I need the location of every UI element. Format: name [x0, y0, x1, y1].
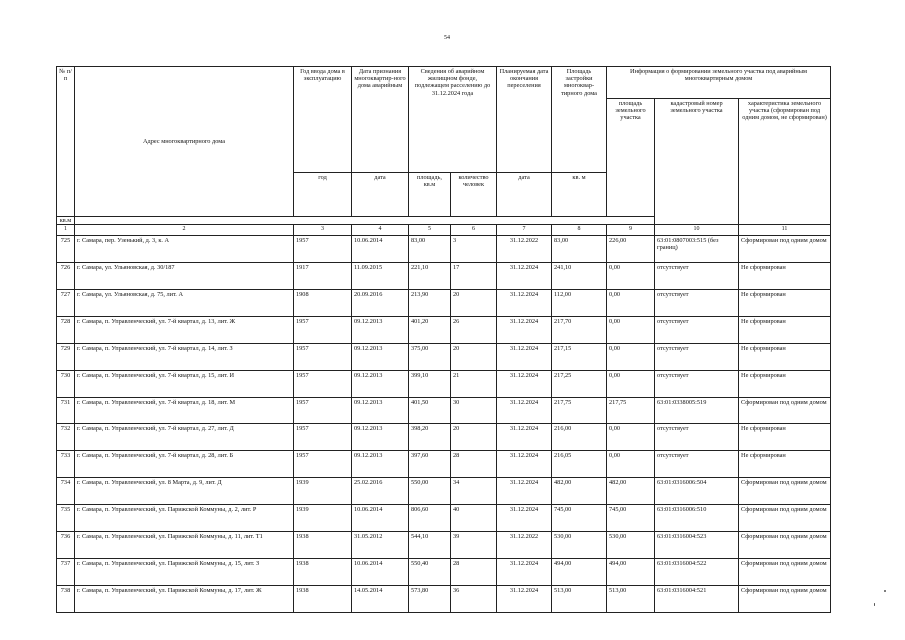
table-row: [57, 236, 831, 263]
emergency-housing-table: [56, 66, 831, 613]
row-planned-date: 31.12.2024: [497, 397, 552, 424]
row-planned-date: 31.12.2024: [497, 558, 552, 585]
row-building-area: 83,00: [552, 236, 607, 263]
row-land-area: 226,00: [607, 236, 655, 263]
row-land-area: 513,00: [607, 585, 655, 612]
row-address: г. Самара, п. Управленческий, ул. 7-й квартал, д. 18, лит. М: [75, 397, 294, 424]
row-people: 28: [451, 451, 497, 478]
row-year: 1957: [294, 316, 352, 343]
row-number: 730: [57, 370, 75, 397]
column-index: 5: [409, 225, 451, 236]
header-year: Год ввода дома в эксплуатацию: [294, 67, 352, 173]
row-area: 375,00: [409, 343, 451, 370]
row-number: 728: [57, 316, 75, 343]
table-row: [57, 263, 831, 290]
row-area: 398,20: [409, 424, 451, 451]
row-building-area: 112,00: [552, 290, 607, 317]
row-year: 1957: [294, 451, 352, 478]
row-people: 30: [451, 397, 497, 424]
row-people: 34: [451, 478, 497, 505]
row-year: 1939: [294, 478, 352, 505]
table-row: [57, 343, 831, 370]
row-address: г. Самара, ул. Ульяновская, д. 75, лит. А: [75, 290, 294, 317]
unit-sqm: кв. м: [552, 173, 607, 217]
row-area: 401,20: [409, 316, 451, 343]
column-index: 2: [75, 225, 294, 236]
scan-speck: [874, 603, 875, 606]
row-recognition-date: 14.05.2014: [352, 585, 409, 612]
table-row: [57, 370, 831, 397]
row-planned-date: 31.12.2024: [497, 316, 552, 343]
row-building-area: 217,15: [552, 343, 607, 370]
row-address: г. Самара, п. Управленческий, ул. Парижской Коммуны, д. 15, лит. З: [75, 558, 294, 585]
row-cadastral: отсутствует: [655, 343, 739, 370]
row-recognition-date: 09.12.2013: [352, 343, 409, 370]
page-number: 54: [444, 35, 450, 41]
row-planned-date: 31.12.2024: [497, 370, 552, 397]
row-year: 1957: [294, 343, 352, 370]
row-address: г. Самара, п. Управленческий, ул. Парижской Коммуны, д. 2, лит. Р: [75, 505, 294, 532]
row-planned-date: 31.12.2024: [497, 451, 552, 478]
row-people: 17: [451, 263, 497, 290]
row-recognition-date: 10.06.2014: [352, 558, 409, 585]
row-people: 28: [451, 558, 497, 585]
scan-speck: [884, 590, 886, 592]
row-cadastral: 63:01:0807003:515 (без границ): [655, 236, 739, 263]
row-land-status: Не сформирован: [739, 343, 831, 370]
row-land-status: Сформирован под одним домом: [739, 532, 831, 559]
row-land-area: 0,00: [607, 343, 655, 370]
row-address: г. Самара, п. Управленческий, ул. 7-й квартал, д. 27, лит. Д: [75, 424, 294, 451]
row-cadastral: отсутствует: [655, 263, 739, 290]
row-building-area: 745,00: [552, 505, 607, 532]
row-planned-date: 31.12.2024: [497, 263, 552, 290]
row-land-area: 0,00: [607, 290, 655, 317]
row-area: 213,90: [409, 290, 451, 317]
column-index: 4: [352, 225, 409, 236]
row-land-area: 0,00: [607, 316, 655, 343]
row-people: 26: [451, 316, 497, 343]
row-building-area: 217,25: [552, 370, 607, 397]
row-year: 1957: [294, 424, 352, 451]
row-number: 733: [57, 451, 75, 478]
row-land-status: Сформирован под одним домом: [739, 558, 831, 585]
row-land-status: Сформирован под одним домом: [739, 397, 831, 424]
column-index: 11: [739, 225, 831, 236]
row-land-area: 0,00: [607, 451, 655, 478]
row-building-area: 494,00: [552, 558, 607, 585]
row-planned-date: 31.12.2022: [497, 236, 552, 263]
row-land-status: Не сформирован: [739, 263, 831, 290]
column-index: 6: [451, 225, 497, 236]
row-land-area: 530,00: [607, 532, 655, 559]
column-index-row: [57, 225, 831, 236]
table-row: [57, 585, 831, 612]
row-address: г. Самара, ул. Ульяновская, д. 30/187: [75, 263, 294, 290]
row-year: 1957: [294, 370, 352, 397]
column-index: 10: [655, 225, 739, 236]
row-planned-date: 31.12.2024: [497, 424, 552, 451]
row-address: г. Самара, п. Управленческий, ул. Парижской Коммуны, д. 17, лит. Ж: [75, 585, 294, 612]
row-land-status: Не сформирован: [739, 290, 831, 317]
column-index: 1: [57, 225, 75, 236]
row-address: г. Самара, пер. Узенький, д. 3, к. А: [75, 236, 294, 263]
row-people: 20: [451, 343, 497, 370]
row-people: 40: [451, 505, 497, 532]
table-row: [57, 290, 831, 317]
row-recognition-date: 31.05.2012: [352, 532, 409, 559]
row-cadastral: 63:01:0316006:504: [655, 478, 739, 505]
row-land-status: Сформирован под одним домом: [739, 505, 831, 532]
row-area: 806,60: [409, 505, 451, 532]
row-year: 1957: [294, 236, 352, 263]
unit-people: количество человек: [451, 173, 497, 217]
row-recognition-date: 10.06.2014: [352, 505, 409, 532]
row-land-area: 0,00: [607, 370, 655, 397]
row-number: 732: [57, 424, 75, 451]
unit-date: дата: [352, 173, 409, 217]
column-index: 7: [497, 225, 552, 236]
unit-year: год: [294, 173, 352, 217]
row-area: 401,50: [409, 397, 451, 424]
row-land-status: Не сформирован: [739, 370, 831, 397]
unit-plan-date: дата: [497, 173, 552, 217]
row-planned-date: 31.12.2024: [497, 585, 552, 612]
table-row: [57, 558, 831, 585]
table-row: [57, 478, 831, 505]
row-land-area: 217,75: [607, 397, 655, 424]
header-cadastral: кадастровый номер земельного участка: [655, 99, 739, 225]
table-row: [57, 316, 831, 343]
table-row: [57, 505, 831, 532]
row-year: 1938: [294, 558, 352, 585]
column-index: 9: [607, 225, 655, 236]
header-no: № п/п: [57, 67, 75, 217]
row-people: 20: [451, 424, 497, 451]
header-address: Адрес многоквартирного дома: [75, 67, 294, 217]
table-row: [57, 532, 831, 559]
row-year: 1938: [294, 585, 352, 612]
header-date-recognition: Дата признания многоквартир-ного дома аварийным: [352, 67, 409, 173]
row-area: 397,60: [409, 451, 451, 478]
row-number: 734: [57, 478, 75, 505]
row-land-area: 0,00: [607, 263, 655, 290]
row-number: 735: [57, 505, 75, 532]
row-building-area: 217,70: [552, 316, 607, 343]
row-number: 738: [57, 585, 75, 612]
row-area: 399,10: [409, 370, 451, 397]
row-cadastral: отсутствует: [655, 316, 739, 343]
row-cadastral: 63:01:0316004:521: [655, 585, 739, 612]
row-people: 3: [451, 236, 497, 263]
row-number: 736: [57, 532, 75, 559]
row-building-area: 216,05: [552, 451, 607, 478]
header-building-area: Площадь застройки многоквар-тирного дома: [552, 67, 607, 173]
row-area: 544,10: [409, 532, 451, 559]
row-cadastral: отсутствует: [655, 451, 739, 478]
row-cadastral: отсутствует: [655, 290, 739, 317]
table-row: [57, 451, 831, 478]
row-building-area: 513,00: [552, 585, 607, 612]
row-land-status: Сформирован под одним домом: [739, 478, 831, 505]
header-characteristic: характеристика земельного участка (сформирован под одним домом, не сформирован): [739, 99, 831, 225]
column-index: 3: [294, 225, 352, 236]
row-planned-date: 31.12.2024: [497, 505, 552, 532]
unit-land-sqm: кв.м: [57, 217, 75, 225]
row-year: 1957: [294, 397, 352, 424]
row-number: 726: [57, 263, 75, 290]
row-people: 36: [451, 585, 497, 612]
row-address: г. Самара, п. Управленческий, ул. 7-й квартал, д. 15, лит. И: [75, 370, 294, 397]
row-area: 550,00: [409, 478, 451, 505]
row-planned-date: 31.12.2024: [497, 290, 552, 317]
row-cadastral: 63:01:0316006:510: [655, 505, 739, 532]
row-land-status: Не сформирован: [739, 451, 831, 478]
table-row: [57, 397, 831, 424]
row-recognition-date: 09.12.2013: [352, 397, 409, 424]
row-cadastral: 63:01:0338005:519: [655, 397, 739, 424]
row-land-status: Не сформирован: [739, 424, 831, 451]
row-building-area: 241,10: [552, 263, 607, 290]
row-recognition-date: 11.09.2015: [352, 263, 409, 290]
row-building-area: 217,75: [552, 397, 607, 424]
row-area: 83,00: [409, 236, 451, 263]
row-land-area: 745,00: [607, 505, 655, 532]
row-number: 737: [57, 558, 75, 585]
row-planned-date: 31.12.2022: [497, 532, 552, 559]
header-land-info: Информация о формировании земельного участка под аварийным многоквартирным домом: [607, 67, 831, 99]
row-recognition-date: 20.09.2016: [352, 290, 409, 317]
row-address: г. Самара, п. Управленческий, ул. Парижской Коммуны, д. 11, лит. Т1: [75, 532, 294, 559]
row-address: г. Самара, п. Управленческий, ул. 7-й квартал, д. 13, лит. Ж: [75, 316, 294, 343]
row-people: 39: [451, 532, 497, 559]
row-area: 573,80: [409, 585, 451, 612]
row-building-area: 216,00: [552, 424, 607, 451]
row-number: 729: [57, 343, 75, 370]
row-people: 21: [451, 370, 497, 397]
row-recognition-date: 09.12.2013: [352, 451, 409, 478]
unit-area: площадь, кв.м: [409, 173, 451, 217]
row-address: г. Самара, п. Управленческий, ул. 7-й квартал, д. 28, лит. Б: [75, 451, 294, 478]
row-land-area: 494,00: [607, 558, 655, 585]
row-area: 221,10: [409, 263, 451, 290]
row-number: 727: [57, 290, 75, 317]
row-year: 1908: [294, 290, 352, 317]
row-land-status: Сформирован под одним домом: [739, 585, 831, 612]
row-land-status: Сформирован под одним домом: [739, 236, 831, 263]
row-land-area: 482,00: [607, 478, 655, 505]
header-fund-info: Сведения об аварийном жилищном фонде, подлежащем расселению до 31.12.2024 года: [409, 67, 497, 173]
column-index: 8: [552, 225, 607, 236]
header-planned-date: Планируемая дата окончания переселения: [497, 67, 552, 173]
row-area: 550,40: [409, 558, 451, 585]
row-address: г. Самара, п. Управленческий, ул. 8 Марта, д. 9, лит. Д: [75, 478, 294, 505]
row-cadastral: отсутствует: [655, 370, 739, 397]
row-recognition-date: 10.06.2014: [352, 236, 409, 263]
row-recognition-date: 09.12.2013: [352, 424, 409, 451]
table-row: [57, 424, 831, 451]
row-land-status: Не сформирован: [739, 316, 831, 343]
row-number: 731: [57, 397, 75, 424]
row-recognition-date: 09.12.2013: [352, 370, 409, 397]
header-land-area: площадь земельного участка: [607, 99, 655, 217]
row-recognition-date: 25.02.2016: [352, 478, 409, 505]
row-people: 20: [451, 290, 497, 317]
row-building-area: 530,00: [552, 532, 607, 559]
row-number: 725: [57, 236, 75, 263]
row-year: 1939: [294, 505, 352, 532]
row-address: г. Самара, п. Управленческий, ул. 7-й квартал, д. 14, лит. З: [75, 343, 294, 370]
row-land-area: 0,00: [607, 424, 655, 451]
row-year: 1938: [294, 532, 352, 559]
row-cadastral: 63:01:0316004:522: [655, 558, 739, 585]
row-recognition-date: 09.12.2013: [352, 316, 409, 343]
row-planned-date: 31.12.2024: [497, 478, 552, 505]
row-cadastral: 63:01:0316004:523: [655, 532, 739, 559]
row-cadastral: отсутствует: [655, 424, 739, 451]
row-year: 1917: [294, 263, 352, 290]
row-planned-date: 31.12.2024: [497, 343, 552, 370]
row-building-area: 482,00: [552, 478, 607, 505]
